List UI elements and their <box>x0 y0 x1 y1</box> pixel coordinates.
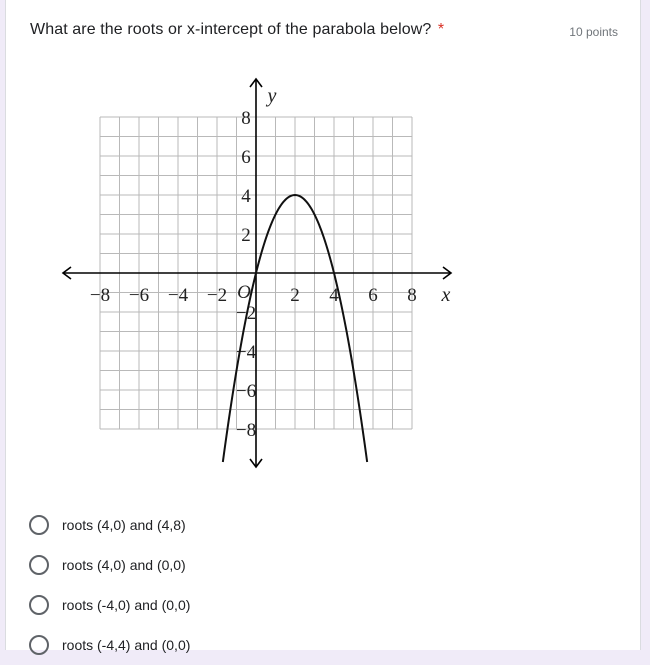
option-4[interactable] <box>29 625 190 665</box>
x-tick-label: 6 <box>368 285 378 306</box>
x-tick-label: 4 <box>329 285 339 306</box>
option-1[interactable] <box>29 505 190 545</box>
y-tick-label: 6 <box>241 147 251 168</box>
question-card <box>5 0 641 653</box>
option-label: roots (4,0) and (4,8) <box>62 517 186 533</box>
radio-button[interactable] <box>29 635 49 655</box>
x-tick-label: −6 <box>128 285 150 306</box>
parabola-graph <box>53 75 461 470</box>
required-asterisk: * <box>437 21 445 38</box>
y-tick-label: 8 <box>241 108 251 129</box>
answer-options <box>29 505 190 665</box>
y-tick-label: 2 <box>241 225 251 246</box>
option-2[interactable] <box>29 545 190 585</box>
origin-label: O <box>237 282 251 303</box>
question-title <box>30 21 444 39</box>
radio-button[interactable] <box>29 515 49 535</box>
points-label: 10 points <box>569 25 618 39</box>
parabola-graph-image <box>53 75 461 470</box>
radio-button[interactable] <box>29 555 49 575</box>
option-label: roots (-4,4) and (0,0) <box>62 637 191 653</box>
y-axis-label: y <box>267 85 277 107</box>
x-tick-label: −4 <box>167 285 189 306</box>
x-tick-label: 8 <box>407 285 417 306</box>
y-tick-label: −8 <box>235 420 257 441</box>
y-tick-label: 4 <box>241 186 251 207</box>
y-tick-label: −6 <box>235 381 257 402</box>
option-3[interactable] <box>29 585 190 625</box>
x-tick-label: 2 <box>290 285 300 306</box>
option-label: roots (4,0) and (0,0) <box>62 557 186 573</box>
question-text: What are the roots or x-intercept of the parabola below? <box>30 21 432 38</box>
radio-button[interactable] <box>29 595 49 615</box>
x-axis-label: x <box>441 284 451 306</box>
option-label: roots (-4,0) and (0,0) <box>62 597 191 613</box>
x-tick-label: −2 <box>206 285 228 306</box>
y-tick-label: −2 <box>235 303 257 324</box>
y-tick-label: −4 <box>235 342 257 363</box>
x-tick-label: −8 <box>89 285 111 306</box>
